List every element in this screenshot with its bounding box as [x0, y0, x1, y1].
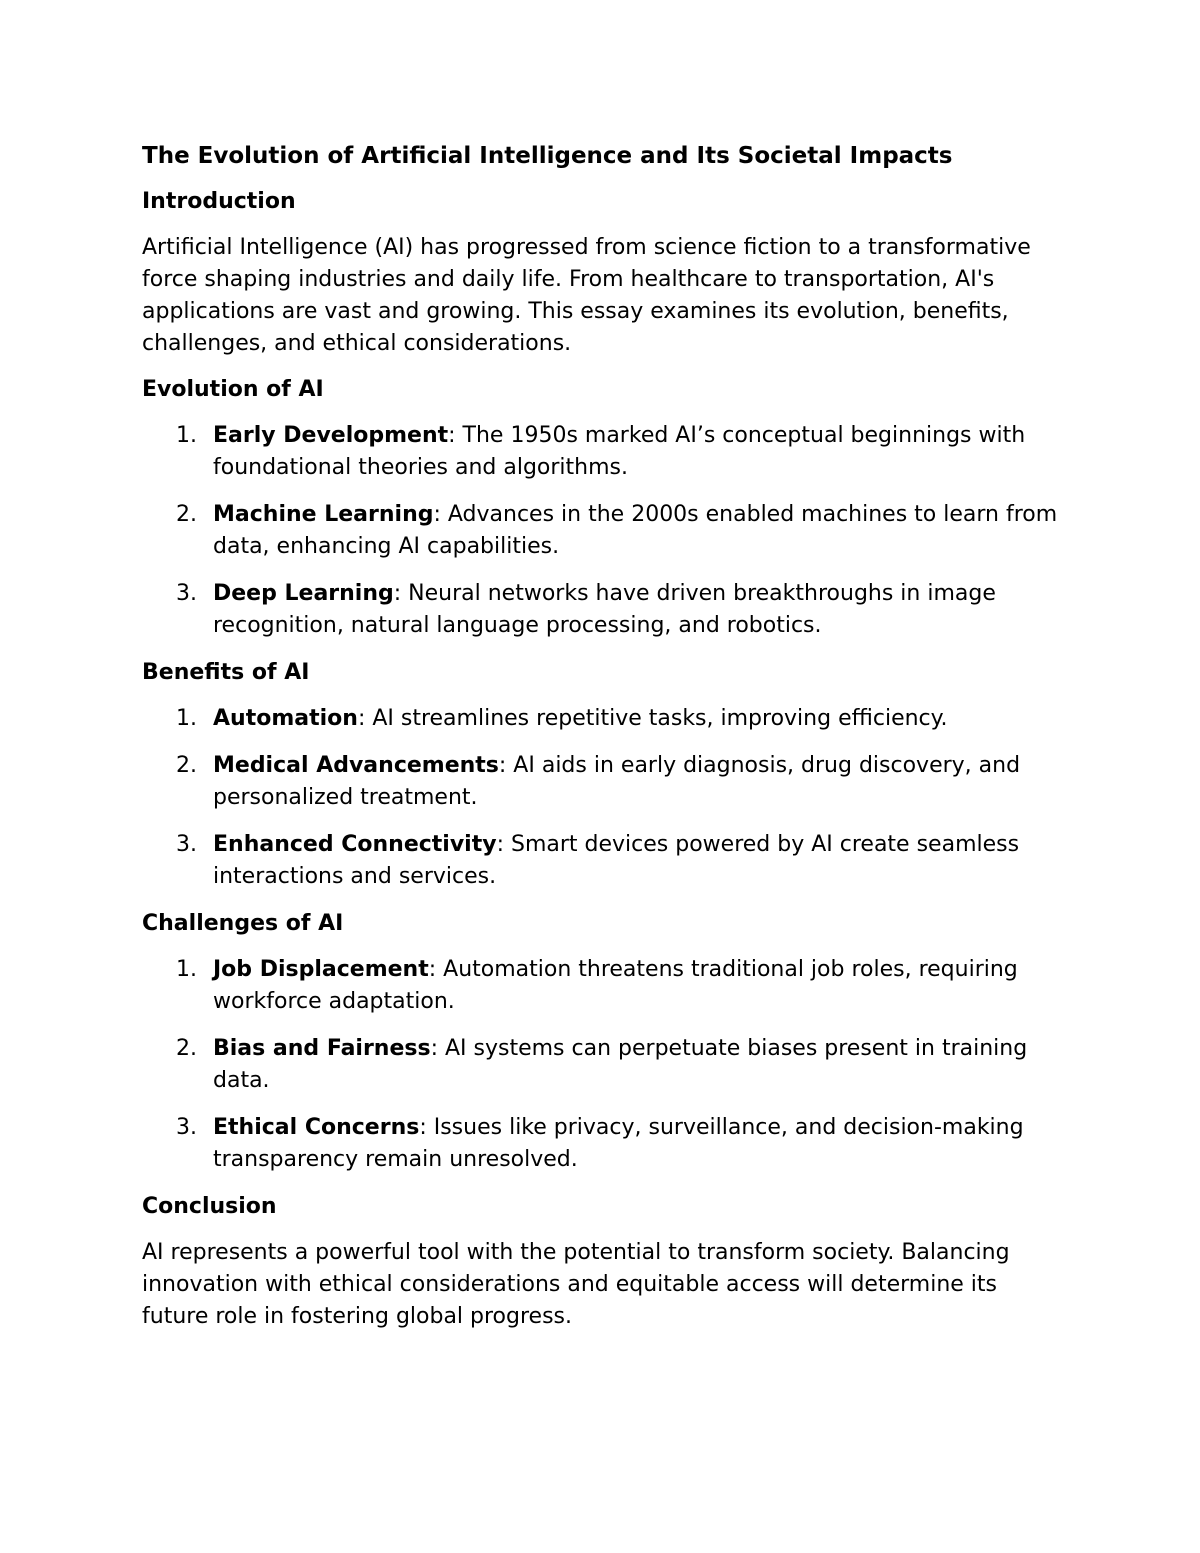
list-item-term: Bias and Fairness: [213, 1036, 431, 1061]
list-number: 2.: [176, 1036, 197, 1061]
list-item-text: : AI systems can perpetuate biases present in training data.: [213, 1036, 1028, 1093]
list-item: [142, 954, 1062, 1018]
list-item-term: Automation: [213, 706, 358, 731]
list-item-text: : Neural networks have driven breakthroughs in image recognition, natural language processing, and robotics.: [213, 581, 996, 638]
list-item-text: : The 1950s marked AI’s conceptual beginnings with foundational theories and algorithms.: [213, 423, 1026, 480]
list-item-term: Ethical Concerns: [213, 1115, 420, 1140]
list-item-text: : AI streamlines repetitive tasks, improving efficiency.: [357, 706, 948, 731]
list-item-term: Early Development: [213, 423, 449, 448]
list-item: [142, 1033, 1062, 1097]
list-item-term: Job Displacement: [213, 957, 429, 982]
list-item-text: : Automation threatens traditional job roles, requiring workforce adaptation.: [213, 957, 1018, 1014]
list-item-term: Machine Learning: [213, 502, 434, 527]
conclusion-paragraph: AI represents a powerful tool with the potential to transform society. Balancing innovation with ethical considerations and equitable access will determine its future role in fostering global progress.: [142, 1240, 1010, 1329]
list-number: 1.: [176, 957, 197, 982]
list-number: 3.: [176, 832, 197, 857]
section-heading-challenges: Challenges of AI: [142, 911, 344, 936]
list-number: 1.: [176, 706, 197, 731]
section-heading-evolution: Evolution of AI: [142, 377, 324, 402]
benefits-list: [142, 703, 1062, 893]
list-number: 2.: [176, 502, 197, 527]
section-heading-benefits: Benefits of AI: [142, 660, 310, 685]
list-item: [142, 499, 1062, 563]
list-number: 3.: [176, 1115, 197, 1140]
section-heading-introduction: Introduction: [142, 189, 296, 214]
evolution-list: [142, 420, 1062, 642]
section-heading-conclusion: Conclusion: [142, 1194, 277, 1219]
list-item-text: : AI aids in early diagnosis, drug discovery, and personalized treatment.: [213, 753, 1021, 810]
list-item: [142, 420, 1062, 484]
list-item-term: Deep Learning: [213, 581, 394, 606]
list-item: [142, 829, 1062, 893]
list-item: [142, 750, 1062, 814]
document-title: The Evolution of Artificial Intelligence and Its Societal Impacts: [142, 143, 953, 169]
list-item-text: : Issues like privacy, surveillance, and decision-making transparency remain unresolved.: [213, 1115, 1024, 1172]
list-number: 2.: [176, 753, 197, 778]
list-item: [142, 703, 1062, 735]
list-item-text: : Smart devices powered by AI create seamless interactions and services.: [213, 832, 1020, 889]
list-item-term: Enhanced Connectivity: [213, 832, 497, 857]
list-item: [142, 578, 1062, 642]
list-item-text: : Advances in the 2000s enabled machines to learn from data, enhancing AI capabilities.: [213, 502, 1058, 559]
list-item-term: Medical Advancements: [213, 753, 499, 778]
challenges-list: [142, 954, 1062, 1176]
introduction-paragraph: Artificial Intelligence (AI) has progressed from science fiction to a transformative force shaping industries and daily life. From healthcare to transportation, AI's applications are vast and growing. This essay examines its evolution, benefits, challenges, and ethical considerations.: [142, 235, 1031, 356]
list-number: 3.: [176, 581, 197, 606]
list-item: [142, 1112, 1062, 1176]
document-page: [142, 140, 1062, 1347]
list-number: 1.: [176, 423, 197, 448]
